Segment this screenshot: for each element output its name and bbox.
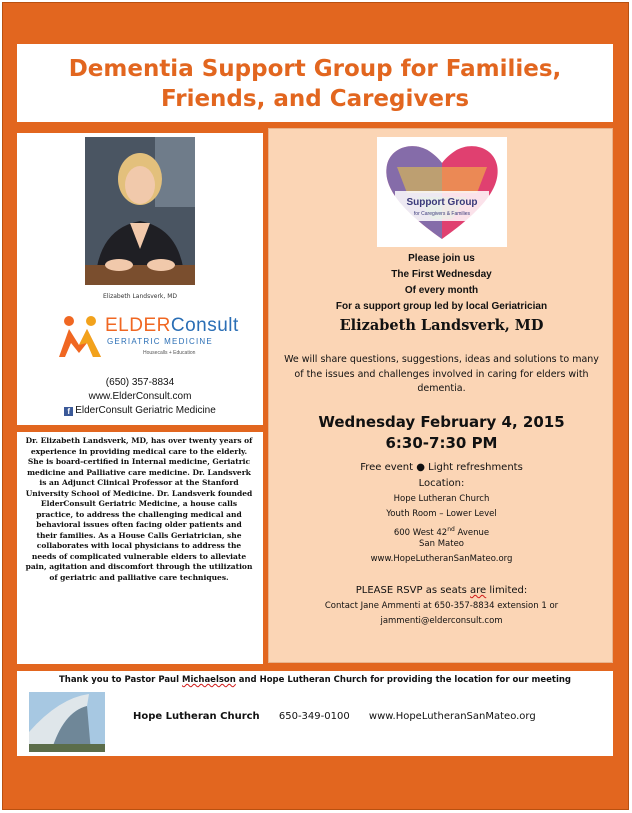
- venue-name: Hope Lutheran Church: [393, 494, 490, 504]
- photo-caption: Elizabeth Landsverk, MD: [102, 293, 178, 300]
- venue-address: 600 West 42nd Avenue: [393, 526, 490, 538]
- doctor-facebook[interactable]: f ElderConsult Geriatric Medicine: [17, 405, 263, 416]
- doctor-website[interactable]: www.ElderConsult.com: [88, 391, 192, 402]
- support-group-logo: [377, 137, 507, 247]
- title-box: [17, 44, 613, 122]
- doctor-panel: [17, 133, 263, 425]
- heart-icon: [377, 137, 507, 247]
- thanks-message: Thank you to Pastor Paul Michaelson and Hope Lutheran Church for providing the location for our meeting: [58, 675, 572, 685]
- leader-name: Elizabeth Landsverk, MD: [339, 317, 544, 334]
- logo-wordmark: ELDERConsult: [105, 315, 239, 336]
- church-url[interactable]: www.HopeLutheranSanMateo.org: [368, 711, 536, 722]
- event-free: Free event ● Light refreshments: [360, 462, 523, 473]
- support-group-subtitle: for Caregivers & Families: [413, 211, 471, 217]
- location-heading: Location:: [418, 478, 465, 489]
- church-info: [133, 711, 536, 722]
- event-panel: [268, 128, 613, 663]
- doctor-phone: (650) 357-8834: [105, 377, 175, 388]
- invite-line-1: Please join us: [408, 253, 475, 264]
- rsvp-email[interactable]: jammenti@elderconsult.com: [380, 616, 503, 626]
- church-name: Hope Lutheran Church: [133, 711, 260, 722]
- doctor-photo: [85, 137, 195, 285]
- event-date: Wednesday February 4, 2015: [318, 413, 565, 431]
- footer-box: [17, 671, 613, 756]
- event-time: 6:30-7:30 PM: [385, 434, 498, 452]
- doctor-bio: Dr. Elizabeth Landsverk, MD, has over twenty years of experience in providing medical care to the elderly. She is board-certified in Internal medicine, Geriatric medicine and Palliative care medicine. Dr. Landsverk is an Adjunct Clinical Professor at the Stanford University School of Medicine. Dr. Landsverk founded ElderConsult Geriatric Medicine, a house calls practice, to address the challenging medical and behavioral issues often facing older patients and their families. As a House Calls Geriatrician, she collaborates with local physicians to address the needs of complicated vulnerable elders to alleviate pain, agitation and discomfort through the utilization of geriatric and palliative care techniques.: [25, 436, 253, 582]
- share-paragraph: We will share questions, suggestions, ideas and solutions to many of the issues and challenges involved in caring for elders with dementia.: [284, 354, 599, 394]
- church-photo: [29, 692, 105, 752]
- rsvp-contact: Contact Jane Ammenti at 650-357-8834 extension 1 or: [324, 601, 559, 611]
- invite-line-2: The First Wednesday: [391, 269, 492, 280]
- venue-room: Youth Room – Lower Level: [386, 509, 497, 519]
- rsvp-notice: PLEASE RSVP as seats are limited:: [355, 585, 528, 596]
- doctor-bio-panel: [17, 432, 263, 664]
- venue-url[interactable]: www.HopeLutheranSanMateo.org: [370, 554, 513, 564]
- people-icon: [57, 313, 105, 369]
- support-group-title: Support Group: [406, 197, 478, 208]
- logo-subtitle: GERIATRIC MEDICINE: [107, 337, 213, 346]
- facebook-icon: f: [64, 407, 73, 416]
- invite-line-4: For a support group led by local Geriatrician: [335, 301, 548, 312]
- page-title: [17, 54, 613, 114]
- venue-city: San Mateo: [419, 539, 464, 549]
- title-line-2: Friends, and Caregivers: [160, 86, 470, 112]
- invite-line-3: Of every month: [404, 285, 479, 296]
- title-line-1: Dementia Support Group for Families,: [68, 56, 562, 82]
- elderconsult-logo: [57, 313, 239, 369]
- church-phone: 650-349-0100: [278, 711, 350, 722]
- logo-tagline: Housecalls + Education: [143, 350, 196, 356]
